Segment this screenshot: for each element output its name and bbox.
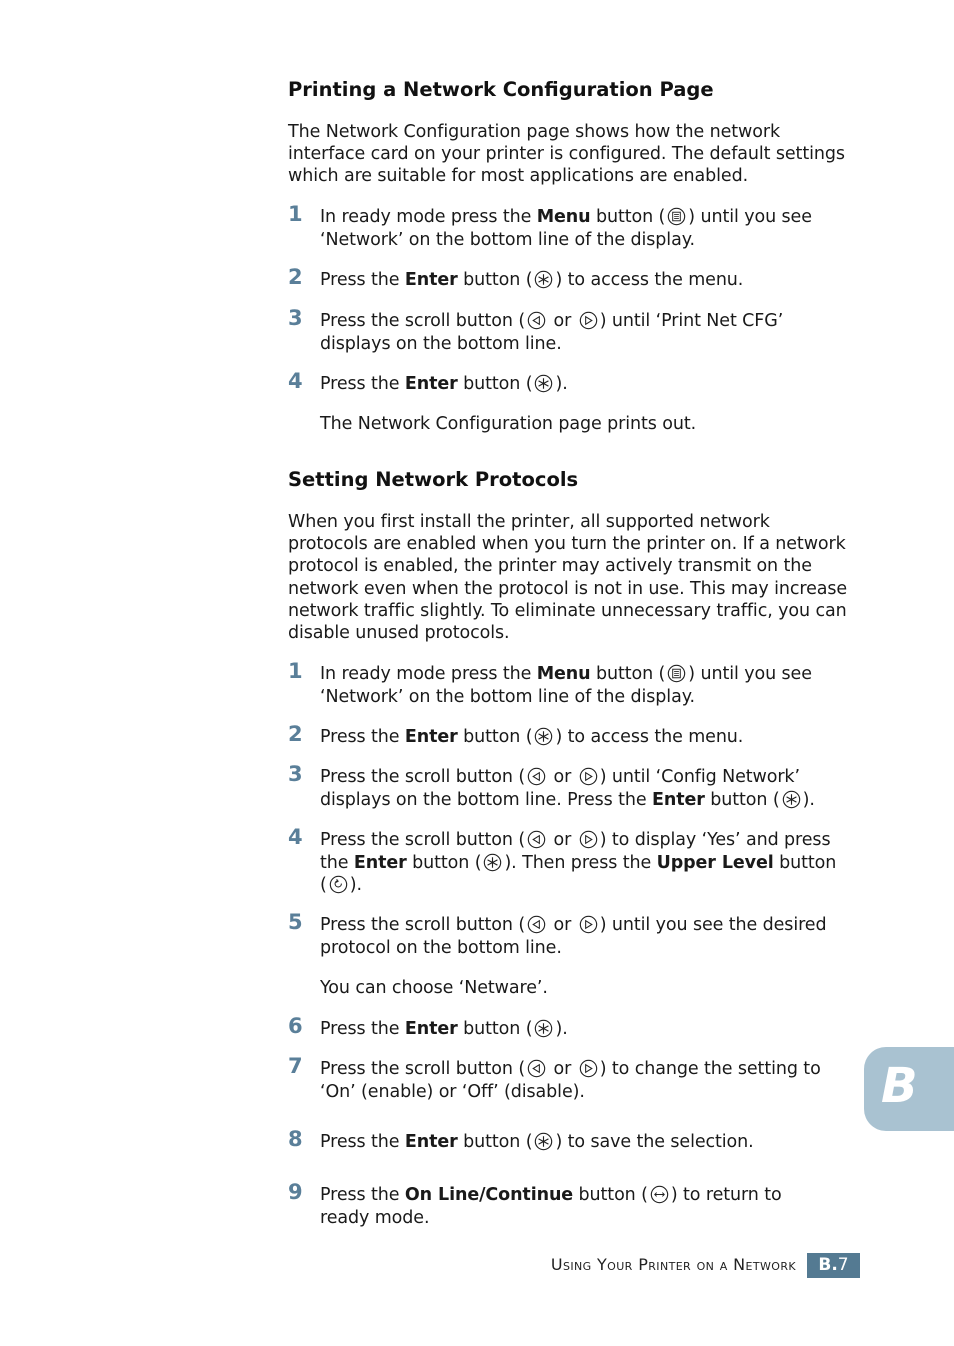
enter-label: Enter <box>404 1132 458 1152</box>
enter-button-icon <box>534 374 553 393</box>
enter-label: Enter <box>404 270 458 290</box>
section-title-print-config: Printing a Network Configuration Page <box>288 78 714 101</box>
step-number: 2 <box>288 722 303 746</box>
enter-label: Enter <box>353 852 407 873</box>
scroll-right-icon <box>579 915 598 934</box>
step-number: 4 <box>288 825 303 849</box>
scroll-left-icon <box>527 915 546 934</box>
enter-button-icon <box>534 270 553 289</box>
footer-page-badge <box>807 1253 860 1278</box>
chapter-tab-letter: B <box>881 1058 918 1114</box>
scroll-left-icon <box>527 767 546 786</box>
scroll-left-icon <box>527 1059 546 1078</box>
step-number: 6 <box>288 1014 303 1038</box>
enter-button-icon <box>782 790 801 809</box>
menu-button-icon <box>667 664 686 683</box>
step-number: 1 <box>288 659 303 683</box>
enter-button-icon <box>534 1019 553 1038</box>
page-prefix: B. <box>818 1255 838 1275</box>
step-number: 4 <box>288 369 303 393</box>
scroll-right-icon <box>579 1059 598 1078</box>
note-netware: You can choose ‘Netware’. <box>320 978 548 998</box>
scroll-right-icon <box>579 767 598 786</box>
note-config-prints: The Network Configuration page prints out. <box>320 414 697 434</box>
menu-button-icon <box>667 207 686 226</box>
enter-button-icon <box>534 727 553 746</box>
step-number: 3 <box>288 306 303 330</box>
online-continue-label: On Line/Continue <box>404 1185 574 1205</box>
step-number: 2 <box>288 265 303 289</box>
section-intro-print-config: The Network Configuration page shows how the network interface card on your printer is configured. The default settings which are suitable for most applications are enabled. <box>288 122 845 187</box>
scroll-right-icon <box>579 830 598 849</box>
footer-chapter-title: Using Your Printer on a Network <box>550 1255 796 1274</box>
step-number: 5 <box>288 910 303 934</box>
enter-button-icon <box>534 1132 553 1151</box>
enter-label: Enter <box>404 374 458 394</box>
scroll-right-icon <box>579 311 598 330</box>
section-intro-protocols: When you first install the printer, all supported network protocols are enabled when you turn the printer on. If a network protocol is enabled, the printer may actively transmit on the network even when the protocol is not in use. This may increase network traffic slightly. To eliminate unnecessary traffic, you can disable unused protocols. <box>288 512 848 644</box>
page-number: 7 <box>837 1255 849 1275</box>
online-continue-icon <box>650 1185 669 1204</box>
step-number: 1 <box>288 202 303 226</box>
enter-label: Enter <box>404 727 458 747</box>
scroll-left-icon <box>527 311 546 330</box>
menu-label: Menu <box>536 207 591 227</box>
menu-label: Menu <box>536 664 591 684</box>
section-title-protocols: Setting Network Protocols <box>288 468 579 491</box>
upper-level-label: Upper Level <box>656 852 774 873</box>
step-number: 8 <box>288 1127 303 1151</box>
enter-label: Enter <box>652 789 705 810</box>
scroll-left-icon <box>527 830 546 849</box>
enter-button-icon <box>483 853 502 872</box>
step-number: 7 <box>288 1054 303 1078</box>
step-number: 3 <box>288 762 303 786</box>
upper-level-icon <box>329 875 348 894</box>
enter-label: Enter <box>404 1019 458 1039</box>
step-number: 9 <box>288 1180 303 1204</box>
